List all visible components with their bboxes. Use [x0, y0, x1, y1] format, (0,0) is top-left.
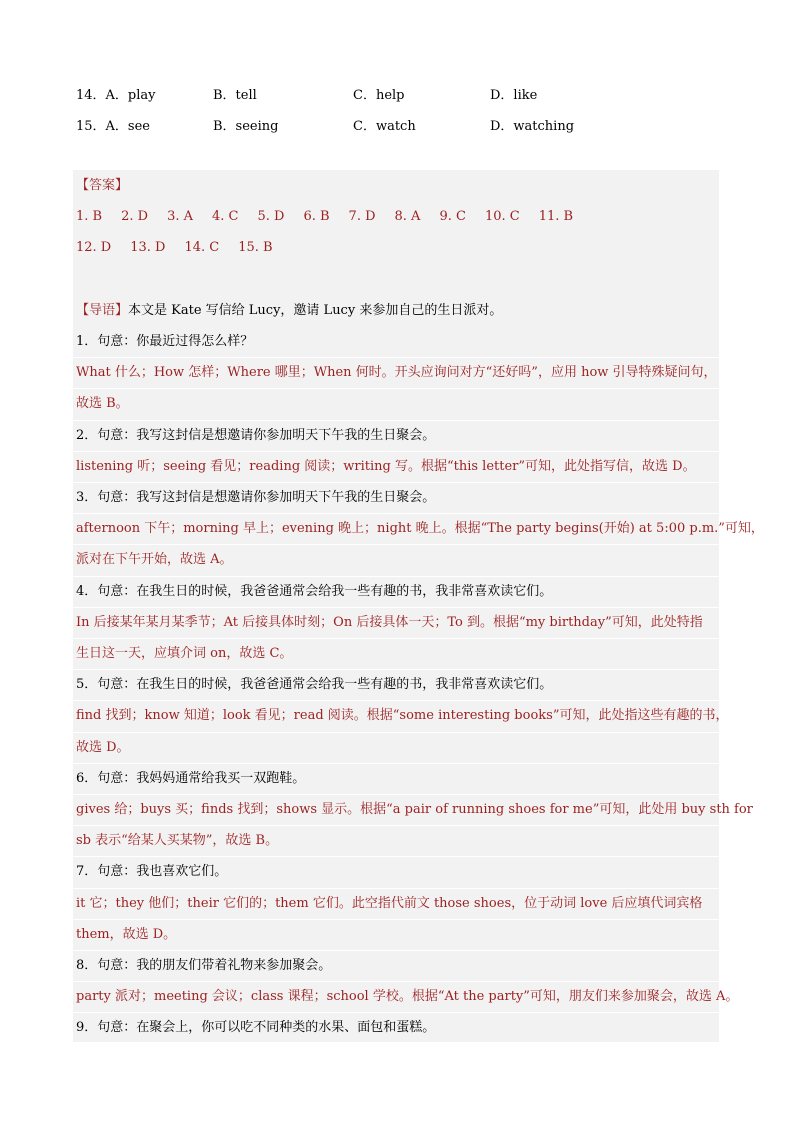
question-meaning-line: 1．句意：你最近过得怎么样？ — [76, 334, 254, 349]
row-divider — [73, 544, 719, 545]
guide-line — [76, 302, 502, 320]
explanation-line: 故选 D。 — [76, 739, 130, 755]
row-divider — [73, 388, 719, 389]
explanation-line: gives 给；buys 买；finds 找到；shows 显示。根据“a pair of running shoes for me”可知，此处用 buy sth for — [76, 802, 753, 817]
row-divider — [73, 856, 719, 857]
row-divider — [73, 825, 719, 826]
row-divider — [73, 732, 719, 733]
row-divider — [73, 1012, 719, 1013]
row-divider — [73, 576, 719, 577]
explanation-line: In 后接某年某月某季节；At 后接具体时刻；On 后接具体一天；To 到。根据“my birthday”可知，此处特指 — [76, 614, 703, 630]
option-15-d: D．watching — [490, 119, 575, 134]
answer-item: 6. B — [303, 209, 330, 224]
row-divider — [73, 700, 719, 701]
question-meaning-line: 7．句意：我也喜欢它们。 — [76, 864, 228, 880]
question-meaning-line: 6．句意：我妈妈通常给我买一双跑鞋。 — [76, 770, 306, 786]
row-divider — [73, 357, 719, 358]
answer-item: 12. D — [76, 240, 112, 255]
row-divider — [73, 669, 719, 670]
option-15-c: C．watch — [353, 119, 416, 134]
question-meaning-line: 4．句意：在我生日的时候，我爸爸通常会给我一些有趣的书，我非常喜欢读它们。 — [76, 583, 553, 599]
answer-item: 7. D — [348, 209, 376, 224]
answer-item: 3. A — [167, 209, 193, 224]
explanation-line: 生日这一天，应填介词 on，故选 C。 — [76, 646, 293, 661]
answer-item: 14. C — [184, 240, 220, 255]
row-divider — [73, 763, 719, 764]
row-divider — [73, 794, 719, 795]
row-divider — [73, 919, 719, 920]
question-meaning-line: 2．句意：我写这封信是想邀请你参加明天下午我的生日聚会。 — [76, 427, 436, 443]
answer-item: 15. B — [238, 240, 273, 255]
answer-item: 8. A — [394, 209, 421, 224]
option-14-a: 14．A．play — [76, 88, 156, 103]
row-divider — [73, 981, 719, 982]
row-divider — [73, 888, 719, 889]
row-divider — [73, 482, 719, 483]
row-divider — [73, 451, 719, 452]
option-14-c: C．help — [353, 88, 405, 103]
answer-header: 【答案】 — [76, 178, 129, 193]
question-meaning-line: 8．句意：我的朋友们带着礼物来参加聚会。 — [76, 958, 332, 973]
answer-item: 5. D — [257, 209, 285, 224]
question-meaning-line: 5．句意：在我生日的时候，我爸爸通常会给我一些有趣的书，我非常喜欢读它们。 — [76, 677, 553, 693]
answer-item: 13. D — [130, 240, 166, 255]
guide-label: 【导语】 — [76, 303, 129, 318]
answer-item: 1. B — [76, 209, 103, 224]
row-divider — [73, 420, 719, 421]
answers-row-1 — [76, 208, 592, 226]
row-divider — [73, 513, 719, 514]
question-meaning-line: 3．句意：我写这封信是想邀请你参加明天下午我的生日聚会。 — [76, 490, 436, 505]
explanation-line: listening 听；seeing 看见；reading 阅读；writing 写。根据“this letter”可知，此处指写信，故选 D。 — [76, 458, 696, 474]
row-divider — [73, 638, 719, 639]
explanation-line: them，故选 D。 — [76, 926, 177, 942]
answer-item: 9. C — [439, 209, 466, 224]
answer-item: 2. D — [121, 209, 149, 224]
answer-item: 11. B — [538, 209, 574, 224]
explanation-line: party 派对；meeting 会议；class 课程；school 学校。根据“At the party”可知，朋友们来参加聚会，故选 A。 — [76, 989, 739, 1005]
answer-item: 10. C — [484, 209, 520, 224]
answers-row-2 — [76, 239, 292, 257]
answer-item: 4. C — [212, 209, 239, 224]
guide-text: 本文是 Kate 写信给 Lucy，邀请 Lucy 来参加自己的生日派对。 — [128, 303, 503, 318]
option-15-b: B．seeing — [213, 119, 279, 134]
question-meaning-line: 9．句意：在聚会上，你可以吃不同种类的水果、面包和蛋糕。 — [76, 1020, 436, 1036]
option-14-d: D．like — [490, 88, 538, 103]
option-14-b: B．tell — [213, 88, 257, 103]
explanation-line: sb 表示“给某人买某物”，故选 B。 — [76, 833, 279, 849]
explanation-line: find 找到；know 知道；look 看见；read 阅读。根据“some interesting books”可知，此处指这些有趣的书， — [76, 708, 729, 724]
explanation-line: What 什么；How 怎样；Where 哪里；When 何时。开头应询问对方“还好吗”，应用 how 引导特殊疑问句， — [76, 365, 717, 381]
explanation-line: 派对在下午开始，故选 A。 — [76, 552, 233, 568]
explanation-line: afternoon 下午；morning 早上；evening 晚上；night 晚上。根据“The party begins(开始) at 5:00 p.m.”可知， — [76, 521, 764, 537]
row-divider — [73, 950, 719, 951]
option-15-a: 15．A．see — [76, 119, 150, 134]
explanation-line: 故选 B。 — [76, 396, 129, 412]
explanation-line: it 它；they 他们；their 它们的；them 它们。此空指代前文 those shoes，位于动词 love 后应填代词宾格 — [76, 895, 703, 911]
row-divider — [73, 607, 719, 608]
